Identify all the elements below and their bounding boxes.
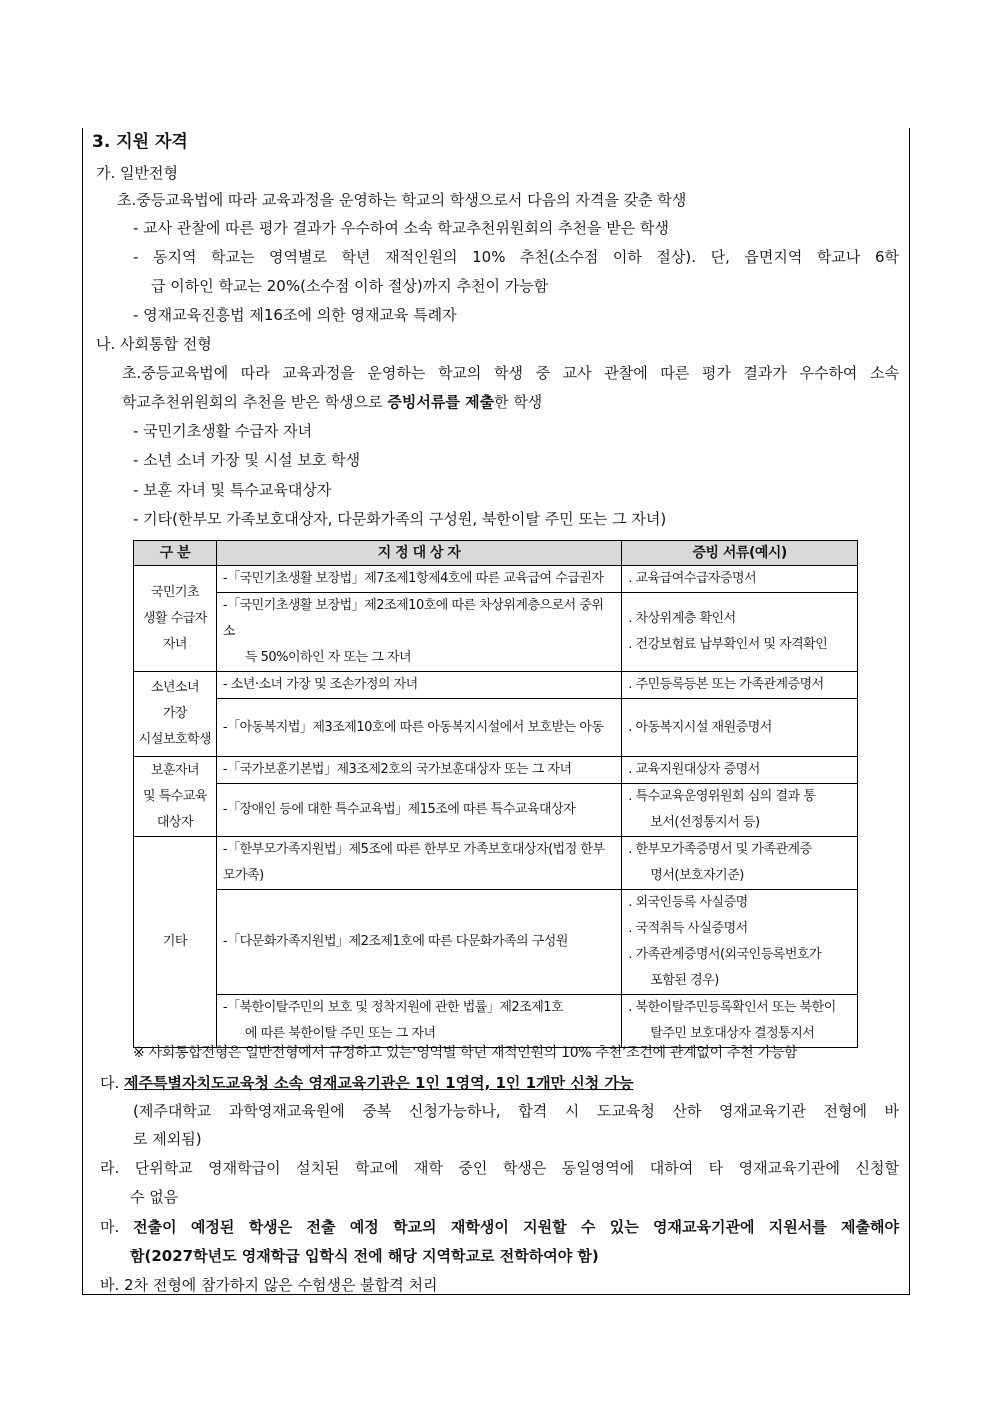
- target-cell: -「한부모가족지원법」제5조에 따른 한부모 가족보호대상자(법정 한부모가족): [216, 837, 621, 890]
- target-cell: -「다문화가족지원법」제2조제1호에 따른 다문화가족의 구성원: [216, 890, 621, 995]
- document-cell: . 교육급여수급자증명서: [622, 566, 858, 593]
- da-sub-1: (제주대학교 과학영재교육원에 중복 신청가능하나, 합격 시 도교육청 산하 영재교육기관 전형에 바: [133, 1102, 899, 1120]
- na-item-2: - 소년 소녀 가장 및 시설 보호 학생: [133, 451, 361, 469]
- table-header: 증빙 서류(예시): [622, 541, 858, 566]
- ga-heading: 가. 일반전형: [96, 164, 178, 182]
- category-cell: 국민기초 생활 수급자 자녀: [134, 566, 217, 672]
- table-header: 구 분: [134, 541, 217, 566]
- document-cell: . 아동복지시설 재원증명서: [622, 699, 858, 757]
- document-cell: . 차상위계층 확인서 . 건강보험료 납부확인서 및 자격확인: [622, 593, 858, 672]
- table-row: [134, 757, 858, 784]
- social-integration-note: ※ 사회통합전형은 일반전형에서 규정하고 있는‘영역별 학년 재적인원의 10% 추천’조건에 관계없이 추천 가능함: [133, 1045, 798, 1061]
- category-cell: 소년소녀 가장 시설보호학생: [134, 672, 217, 757]
- ga-item-2a: - 동지역 학교는 영역별로 학년 재적인원의 10% 추천(소수점 이하 절상). 단, 읍면지역 학교나 6학: [133, 248, 899, 266]
- document-cell: . 북한이탈주민등록확인서 또는 북한이 탈주민 보호대상자 결정통지서: [622, 995, 858, 1048]
- table-row: [134, 995, 858, 1048]
- target-cell: -「북한이탈주민의 보호 및 정착지원에 관한 법률」제2조제1호 에 따른 북한이탈 주민 또는 그 자녀: [216, 995, 621, 1048]
- target-cell: -「국가보훈기본법」제3조제2호의 국가보훈대상자 또는 그 자녀: [216, 757, 621, 784]
- da-item: 다. 제주특별자치도교육청 소속 영재교육기관은 1인 1영역, 1인 1개만 신청 가능: [100, 1074, 634, 1092]
- na-intro-2: 학교추천위원회의 추천을 받은 학생으로 증빙서류를 제출한 학생: [122, 393, 543, 411]
- target-cell: -「장애인 등에 대한 특수교육법」제15조에 따른 특수교육대상자: [216, 784, 621, 837]
- target-cell: -「아동복지법」제3조제10호에 따른 아동복지시설에서 보호받는 아동: [216, 699, 621, 757]
- document-cell: . 외국인등록 사실증명 . 국적취득 사실증명서 . 가족관계증명서(외국인등록번호가 포함된 경우): [622, 890, 858, 995]
- category-cell: 보훈자녀 및 특수교육 대상자: [134, 757, 217, 837]
- document-cell: . 교육지원대상자 증명서: [622, 757, 858, 784]
- na-intro-1: 초.중등교육법에 따라 교육과정을 운영하는 학교의 학생 중 교사 관찰에 따른 평가 결과가 우수하여 소속: [122, 364, 899, 382]
- eligibility-table: [133, 540, 858, 1048]
- na-item-3: - 보훈 자녀 및 특수교육대상자: [133, 481, 332, 499]
- document-cell: . 한부모가족증명서 및 가족관계증 명서(보호자기준): [622, 837, 858, 890]
- table-row: [134, 784, 858, 837]
- na-item-1: - 국민기초생활 수급자 자녀: [133, 422, 313, 440]
- ga-item-3: - 영재교육진흥법 제16조에 의한 영재교육 특례자: [133, 306, 457, 324]
- table-row: [134, 699, 858, 757]
- da-sub-2: 로 제외됨): [133, 1130, 202, 1148]
- section-title: 3. 지원 자격: [92, 132, 188, 152]
- ga-item-1: - 교사 관찰에 따른 평가 결과가 우수하여 소속 학교추천위원회의 추천을 받은 학생: [133, 219, 670, 237]
- target-cell: - 소년·소녀 가장 및 조손가정의 자녀: [216, 672, 621, 699]
- ba-item: 바. 2차 전형에 참가하지 않은 수험생은 불합격 처리: [100, 1276, 438, 1294]
- table-row: [134, 593, 858, 672]
- document-cell: . 주민등록등본 또는 가족관계증명서: [622, 672, 858, 699]
- ma-line-1: 마. 전출이 예정된 학생은 전출 예정 학교의 재학생이 지원할 수 있는 영재교육기관에 지원서를 제출해야: [100, 1218, 899, 1236]
- table-header-row: [134, 541, 858, 566]
- document-cell: . 특수교육운영위원회 심의 결과 통 보서(선정통지서 등): [622, 784, 858, 837]
- ga-intro: 초.중등교육법에 따라 교육과정을 운영하는 학교의 학생으로서 다음의 자격을 갖춘 학생: [117, 191, 687, 209]
- ma-line-2: 함(2027학년도 영재학급 입학식 전에 해당 지역학교로 전학하여야 함): [130, 1247, 599, 1265]
- target-cell: -「국민기초생활 보장법」제2조제10호에 따른 차상위계층으로서 중위소 득 50%이하인 자 또는 그 자녀: [216, 593, 621, 672]
- table-header: 지 정 대 상 자: [216, 541, 621, 566]
- na-heading: 나. 사회통합 전형: [96, 335, 212, 353]
- target-cell: -「국민기초생활 보장법」제7조제1항제4호에 따른 교육급여 수급권자: [216, 566, 621, 593]
- category-cell: 기타: [134, 837, 217, 1048]
- table-row: [134, 672, 858, 699]
- ga-item-2b: 급 이하인 학교는 20%(소수점 이하 절상)까지 추천이 가능함: [151, 277, 549, 295]
- na-item-4: - 기타(한부모 가족보호대상자, 다문화가족의 구성원, 북한이탈 주민 또는 그 자녀): [133, 510, 667, 528]
- table-row: [134, 566, 858, 593]
- ra-line-1: 라. 단위학교 영재학급이 설치된 학교에 재학 중인 학생은 동일영역에 대하여 타 영재교육기관에 신청할: [100, 1159, 899, 1177]
- ra-line-2: 수 없음: [130, 1188, 179, 1206]
- table-row: [134, 890, 858, 995]
- table-row: [134, 837, 858, 890]
